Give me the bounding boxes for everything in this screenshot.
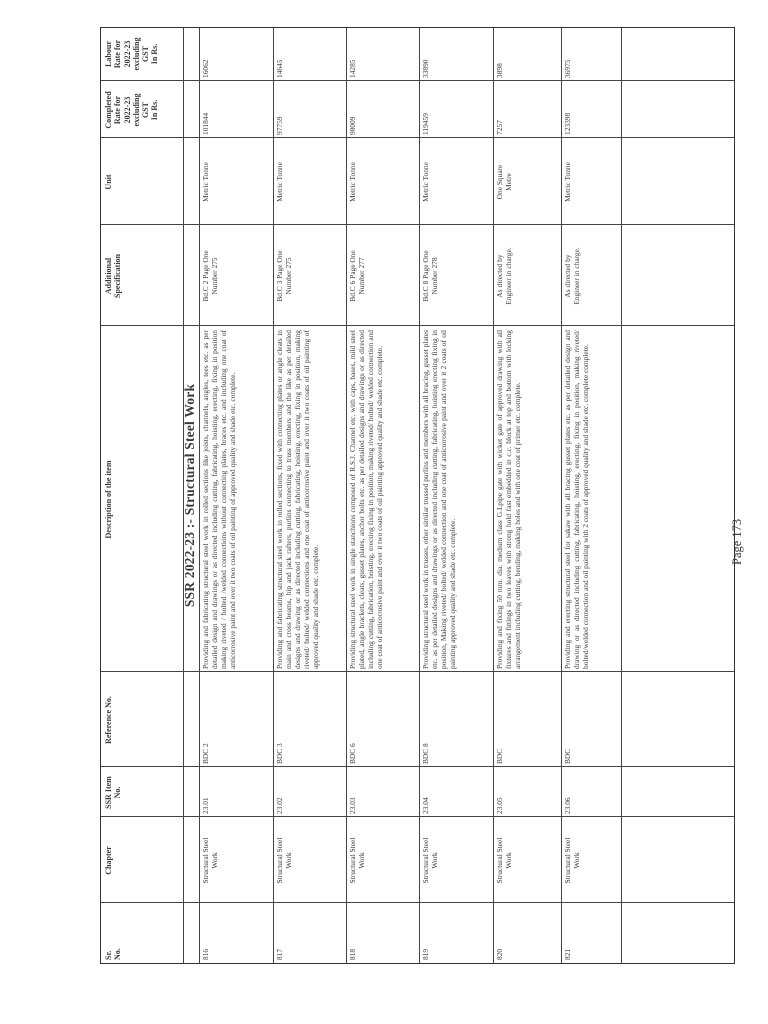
- row-818-labour: 14285: [348, 59, 357, 78]
- header-ssr: SSR Item No.: [104, 776, 123, 809]
- row-818-desc: Providing structural steel work in single stanchions composed of R.S.J. Channel etc. with caps, bases, mild steel plated, angle brackets, cleats, gusset plates, anchor bolts etc. as per detailed designs and drawings or as directed including cutting, fabrication, hoisting, erecting fixing in position, making riveted/ bolted/ welded connection and one coat of anticorrosive paint and over it two coats of oil painting approved quality and shade etc. complete.: [348, 330, 385, 669]
- row-821-sr: 821: [563, 948, 572, 960]
- header-sr: Sr. No.: [104, 948, 123, 960]
- row-821-labour: 36975: [563, 59, 572, 78]
- row-821-desc: Providing and erecting structural steel for sakaw with all bracing gusset plates etc. as per detailed design and drawing or as directed including cutting, fabricating, hoisting, erecting, fixing in position, making riveted/ bolted/welded connection and oil painting with 2 coats of approved quality and shade etc. complete complete.: [563, 330, 591, 669]
- row-820-completed: 7257: [495, 120, 504, 135]
- row-820-unit: One Square Metre: [495, 164, 514, 200]
- row-818-unit: Metric Tonne: [348, 162, 357, 202]
- row-821-completed: 123398: [563, 112, 572, 135]
- row-819-completed: 119459: [421, 113, 430, 135]
- header-ref: Reference No.: [104, 696, 113, 744]
- row-821-ssr: 23.06: [563, 797, 572, 814]
- row-819-unit: Metric Tonne: [421, 162, 430, 202]
- row-816-spec: Bd.C 2 Page One Number 275: [201, 250, 220, 302]
- row-817-unit: Metric Tonne: [275, 162, 284, 202]
- row-817-spec: Bd.C 3 Page One Number 275: [275, 250, 294, 302]
- row-819-ssr: 23.04: [421, 797, 430, 814]
- row-820-ref: BDC: [495, 748, 504, 764]
- header-desc: Description of the item: [104, 460, 113, 539]
- row-821-chapter: Structural Steel Work: [563, 837, 582, 884]
- row-819-sr: 819: [421, 948, 430, 960]
- rotated-table-page: [100, 27, 735, 964]
- row-819-desc: Providing structural steel work in trusses, other similar trussed purlins and members with all bracing, gusset plates etc. as per detailed designs and drawings or as directed including cutting, fabricating, hoisting erecting fixing in position, Making riveted/ bolted/ welded connection and one coat of anticorrosive paint and over it 2 coats of oil painting approved quality and shade etc. complete.: [421, 330, 458, 669]
- row-820-chapter: Structural Steel Work: [495, 837, 514, 884]
- row-821-unit: Metric Tonne: [563, 162, 572, 202]
- row-819-chapter: Structural Steel Work: [421, 837, 440, 884]
- row-816-completed: 101844: [201, 112, 210, 135]
- header-labour: Labour Rate for 2022-23 excluding GST In Rs.: [104, 37, 160, 71]
- row-819-ref: BDC 8: [421, 743, 430, 764]
- row-819-spec: Bd.C 8 Page One Number 278: [421, 250, 440, 302]
- row-820-ssr: 23.05: [495, 797, 504, 814]
- row-818-ref: BDC 6: [348, 743, 357, 764]
- header-spec: Additional Specification: [104, 254, 123, 298]
- row-816-unit: Metric Tonne: [201, 162, 210, 202]
- row-820-spec: As directed by Engineer in charge.: [495, 247, 514, 305]
- row-817-ssr: 23.02: [275, 797, 284, 814]
- row-820-labour: 3898: [495, 63, 504, 78]
- row-818-chapter: Structural Steel Work: [348, 837, 367, 884]
- row-816-ref: BDC 2: [201, 743, 210, 764]
- row-818-sr: 818: [348, 948, 357, 960]
- row-818-completed: 98009: [348, 116, 357, 135]
- row-816-labour: 16062: [201, 59, 210, 78]
- row-818-ssr: 23.03: [348, 797, 357, 814]
- table-title-row: [182, 27, 198, 964]
- row-816-ssr: 23.01: [201, 797, 210, 814]
- row-816-chapter: Structural Steel Work: [201, 837, 220, 884]
- row-817-completed: 97759: [275, 116, 284, 135]
- row-817-chapter: Structural Steel Work: [275, 837, 294, 884]
- row-820-sr: 820: [495, 948, 504, 960]
- row-818-spec: Bd.C 6 Page One Number 277: [348, 250, 367, 302]
- row-821-spec: As directed by Engineer in charge.: [563, 247, 582, 305]
- row-821-ref: BDC: [563, 748, 572, 764]
- row-816-sr: 816: [201, 948, 210, 960]
- row-817-sr: 817: [275, 948, 284, 960]
- header-chapter: Chapter: [104, 846, 113, 875]
- header-unit: Unit: [104, 174, 113, 190]
- row-819-labour: 33890: [421, 59, 430, 78]
- header-completed: Completed Rate for 2022-23 excluding GST In Rs.: [104, 91, 160, 129]
- row-816-desc: Providing and fabricating structural steel work in rolled sections like joists, channels, angles, tees etc. as per detailed design and drawings or as directed including cutting, fabricating, hoisting, erecting, fixing in position making riveted / bolted /welded connections without connecting plates, braces etc. and including one coat of anticorrosive paint and over it two coats of oil painting of approved quality and shade etc. complete.: [201, 330, 238, 669]
- row-820-desc: Providing and fixing 50 mm. dia. medium class G.I.pipe gate with wicket gate of approved drawing with all fixtures and fittings in two leaves with strong hold fast embedded in c.c. block at top and bottom with locking arrangement including cutting, bending, making holes and with one coat of primer etc. complete.: [495, 330, 523, 669]
- row-817-desc: Providing and fabricating structural steel work in rolled sections, fixed with connecting plates or angle cleats in main and cross beams, hip and jack rafters, purlins connecting to truss members and the like as per detailed designs and drawing or as directed including cutting, fabricating, hoisting, erecting, fixing in position, making riveted/ bolted/ welded connections and one coat of anticorrosive paint and over it two coats of oil painting of approved quality and shade etc. complete.: [275, 330, 321, 669]
- page-number: Page 173: [730, 518, 744, 565]
- row-817-labour: 14645: [275, 59, 284, 78]
- row-817-ref: BDC 3: [275, 743, 284, 764]
- table-title: SSR 2022-23 :- Structural Steel Work: [182, 383, 198, 608]
